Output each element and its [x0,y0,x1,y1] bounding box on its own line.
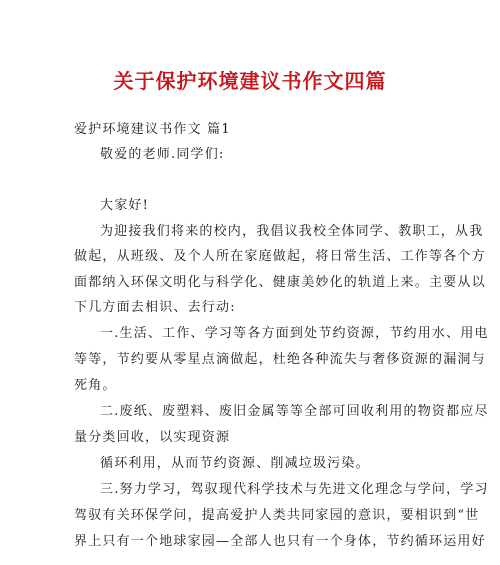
paragraph-line: 做起，从班级、及个人所在家庭做起，将日常生活、工作等各个方 [74,249,486,264]
paragraph-line: 等等，节约要从零星点滴做起，杜绝各种流失与奢侈资源的漏洞与 [74,352,486,367]
paragraph-line: 三.努力学习，驾驭现代科学技术与先进文化理念与学问，学习 [100,482,489,497]
paragraph-line: 死角。 [74,378,117,393]
paragraph-line: 下几方面去相识、去行动: [74,300,236,315]
paragraph-line: 二.废纸、废塑料、废旧金属等等全部可回收利用的物资都应尽 [100,404,489,419]
paragraph-line: 循环利用，从而节约资源、削减垃圾污染。 [100,456,370,471]
paragraph-line: 界上只有一个地球家园—全部人也只有一个身体，节约循环运用好 [74,534,486,549]
document-title: 关于保护环境建议书作文四篇 [113,69,387,93]
paragraph-line: 一.生活、工作、学习等各方面到处节约资源，节约用水、用电 [100,326,489,341]
paragraph-line: 为迎接我们将来的校内，我倡议我校全体同学、教职工，从我 [100,224,484,239]
section-heading: 爱护环境建议书作文 篇1 [74,122,231,137]
paragraph-line: 面都纳入环保文明化与科学化、健康美妙化的轨道上来。主要从以 [74,275,486,290]
paragraph-line: 量分类回收，以实现资源 [74,430,231,445]
paragraph-line: 驾驭有关环保学问，提高爱护人类共同家园的意识，要相识到“世 [74,508,480,523]
greeting: 大家好! [100,198,150,213]
salutation: 敬爱的老师.同学们: [100,147,225,162]
